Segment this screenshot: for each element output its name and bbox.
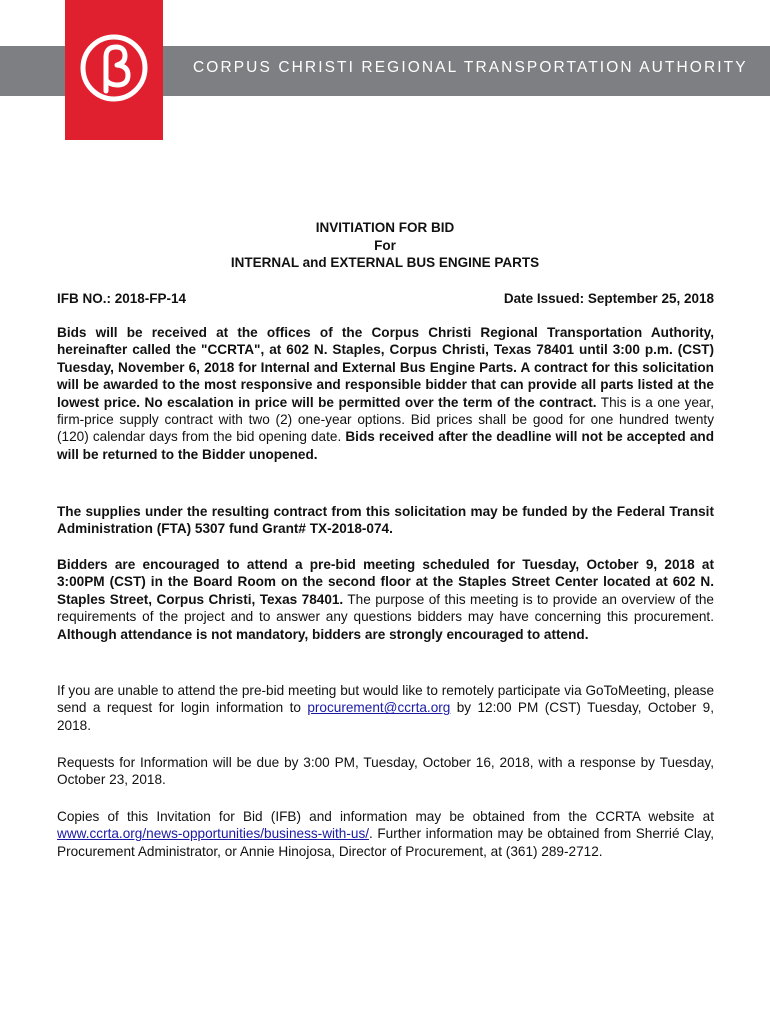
document-title — [0, 219, 770, 272]
logo — [65, 0, 163, 140]
ifb-number: IFB NO.: 2018-FP-14 — [57, 291, 187, 306]
title-line-2: For — [374, 237, 396, 253]
funding-text: The supplies under the resulting contract from this solicitation may be funded by the Federal Transit Administration (FTA) 5307 fund Grant# TX-2018-074. — [57, 504, 714, 537]
attendance-notice: Although attendance is not mandatory, bidders are strongly encouraged to attend. — [57, 626, 589, 642]
remote-participation-deadline: by 12:00 PM (CST) Tuesday, October 9, 2018. — [57, 700, 714, 733]
bid-receipt-bold: Bids will be received at the offices of the Corpus Christi Regional Transportation Authority, hereinafter called the "CCRTA", at 602 N. Staples, Corpus Christi, Texas 78401 until 3:00 p.m. (CST) Tuesday, November 6, 2018 for Internal and External Bus Engine Parts. A contract for this solicitation will be awarded to the most responsive and responsible bidder that can provide all parts listed at the lowest price. No escalation in price will be permitted over the term of the contract. — [57, 325, 714, 410]
procurement-email-link[interactable]: procurement@ccrta.org — [307, 700, 451, 716]
pre-bid-meeting-paragraph — [57, 556, 714, 643]
contact-info-text: . Further information may be obtained from Sherrié Clay, Procurement Administrator, or Annie Hinojosa, Director of Procurement, at (361) 289-2712. — [57, 826, 714, 859]
late-bids-notice: Bids received after the deadline will not be accepted and will be returned to the Bidder unopened. — [57, 429, 714, 462]
remote-participation-paragraph — [57, 682, 714, 734]
date-issued: Date Issued: September 25, 2018 — [503, 291, 714, 306]
org-name: CORPUS CHRISTI REGIONAL TRANSPORTATION AUTHORITY — [193, 59, 748, 76]
pre-bid-meeting-bold: Bidders are encouraged to attend a pre-bid meeting scheduled for Tuesday, October 9, 2018 at 3:00PM (CST) in the Board Room on the second floor at the Staples Street Center located at 602 N. Staples Street, Corpus Christi, Texas 78401. — [57, 557, 714, 607]
title-line-3: INTERNAL and EXTERNAL BUS ENGINE PARTS — [230, 255, 540, 270]
funding-paragraph — [57, 503, 714, 538]
ifb-copies-text: Copies of this Invitation for Bid (IFB) and information may be obtained from the CCRTA website at — [57, 809, 714, 824]
ccrta-website-link[interactable]: www.ccrta.org/news-opportunities/business-with-us/ — [57, 826, 370, 842]
rfi-text: Requests for Information will be due by 3:00 PM, Tuesday, October 16, 2018, with a response by Tuesday, October 23, 2018. — [57, 755, 714, 788]
bid-receipt-paragraph — [57, 324, 714, 463]
pre-bid-meeting-purpose: The purpose of this meeting is to provide an overview of the requirements of the project and to answer any questions bidders may have concerning this procurement. — [57, 591, 714, 625]
remote-participation-text: If you are unable to attend the pre-bid meeting but would like to remotely participate via GoToMeeting, please send a request for login information to — [57, 683, 714, 716]
title-line-1: INVITIATION FOR BID — [315, 220, 455, 235]
b-circle-logo-icon — [79, 33, 149, 103]
rfi-paragraph — [57, 754, 714, 789]
bid-contract-terms: This is a one year, firm-price supply contract with two (2) one-year options. Bid prices shall be good for one hundred twenty (120) calendar days from the bid opening date. — [57, 394, 714, 445]
ifb-copies-paragraph — [57, 808, 714, 860]
